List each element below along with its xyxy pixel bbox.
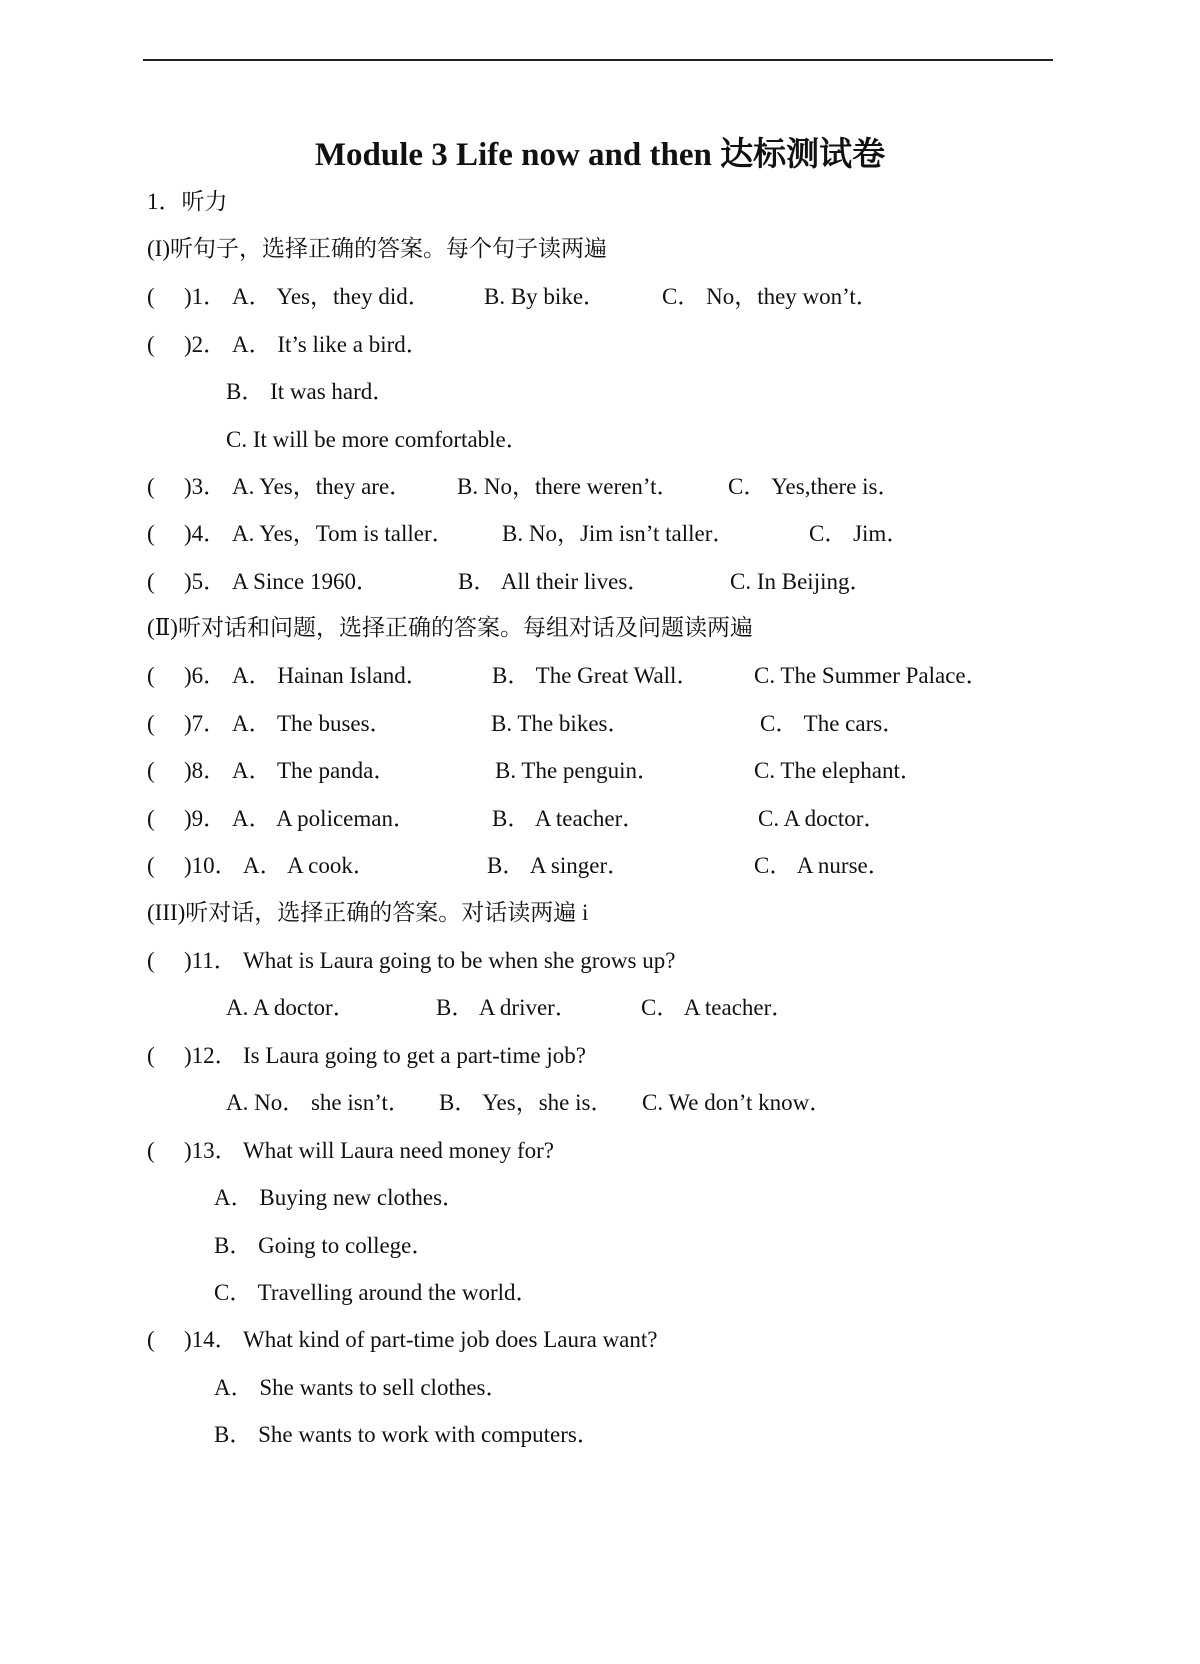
option-b: B. No，there weren’t． xyxy=(457,474,680,499)
option-a: A． Buying new clothes． xyxy=(214,1185,466,1210)
question-number: )2． xyxy=(184,332,227,357)
option-b: B. The bikes． xyxy=(491,711,631,736)
option-a: A． Yes，they did． xyxy=(232,284,431,309)
question-stem: What kind of part-time job does Laura want? xyxy=(243,1327,658,1352)
question-number: )9． xyxy=(184,806,227,831)
question-number: )1． xyxy=(184,284,227,309)
question-stem: Is Laura going to get a part-time job? xyxy=(243,1043,586,1068)
option-c: C． A teacher． xyxy=(641,995,795,1020)
option-a: A． It’s like a bird． xyxy=(232,332,429,357)
answer-blank-paren: ( xyxy=(147,948,155,973)
option-b: B． The Great Wall． xyxy=(492,663,700,688)
question-number: )7． xyxy=(184,711,227,736)
section-listening: 1．听力 xyxy=(147,189,228,214)
option-b: B． A driver． xyxy=(436,995,578,1020)
option-c: C. We don’t know． xyxy=(642,1090,833,1115)
option-b: B． She wants to work with computers． xyxy=(214,1422,600,1447)
option-a: A． A policeman． xyxy=(232,806,416,831)
question-stem: What is Laura going to be when she grows up? xyxy=(243,948,676,973)
option-c: C． Travelling around the world． xyxy=(214,1280,539,1305)
question-number: )11． xyxy=(184,948,237,973)
option-b: B. The penguin． xyxy=(495,758,661,783)
answer-blank-paren: ( xyxy=(147,711,155,736)
option-b: B． All their lives． xyxy=(458,569,651,594)
option-a: A Since 1960． xyxy=(232,569,379,594)
option-c: C． Yes,there is． xyxy=(728,474,901,499)
answer-blank-paren: ( xyxy=(147,284,155,309)
answer-blank-paren: ( xyxy=(147,1327,155,1352)
option-c: C. The Summer Palace． xyxy=(754,663,989,688)
option-c: C． A nurse． xyxy=(754,853,891,878)
option-c: C. In Beijing． xyxy=(730,569,873,594)
option-b: B． It was hard． xyxy=(226,379,396,404)
answer-blank-paren: ( xyxy=(147,806,155,831)
part2-header: (Ⅱ)听对话和问题，选择正确的答案。每组对话及问题读两遍 xyxy=(147,615,753,640)
question-number: )4． xyxy=(184,521,227,546)
option-a: A. A doctor． xyxy=(226,995,356,1020)
question-number: )12． xyxy=(184,1043,238,1068)
answer-blank-paren: ( xyxy=(147,758,155,783)
question-stem: What will Laura need money for? xyxy=(243,1138,555,1163)
option-a: A. Yes，Tom is taller． xyxy=(232,521,455,546)
question-number: )8． xyxy=(184,758,227,783)
page-title: Module 3 Life now and then 达标测试卷 xyxy=(314,137,886,173)
option-c: C. A doctor． xyxy=(758,806,887,831)
answer-blank-paren: ( xyxy=(147,474,155,499)
question-number: )13． xyxy=(184,1138,238,1163)
option-c: C． Jim． xyxy=(809,521,910,546)
option-c: C． No，they won’t． xyxy=(662,284,879,309)
answer-blank-paren: ( xyxy=(147,853,155,878)
option-a: A． The buses． xyxy=(232,711,393,736)
answer-blank-paren: ( xyxy=(147,332,155,357)
question-number: )5． xyxy=(184,569,227,594)
question-number: )3． xyxy=(184,474,227,499)
option-a: A． She wants to sell clothes． xyxy=(214,1375,509,1400)
part3-header: (III)听对话，选择正确的答案。对话读两遍 i xyxy=(147,900,589,925)
option-a: A． Hainan Island． xyxy=(232,663,429,688)
option-c: C． The cars． xyxy=(760,711,906,736)
answer-blank-paren: ( xyxy=(147,569,155,594)
option-b: B. By bike． xyxy=(484,284,607,309)
answer-blank-paren: ( xyxy=(147,521,155,546)
option-b: B． A teacher． xyxy=(492,806,646,831)
header-rule xyxy=(143,59,1053,61)
option-b: B. No，Jim isn’t taller． xyxy=(502,521,736,546)
option-c: C. The elephant． xyxy=(754,758,923,783)
option-c: C. It will be more comfortable． xyxy=(226,427,529,452)
answer-blank-paren: ( xyxy=(147,663,155,688)
question-number: )14． xyxy=(184,1327,238,1352)
option-b: B． A singer． xyxy=(487,853,631,878)
option-b: B． Going to college． xyxy=(214,1233,435,1258)
option-a: A． The panda． xyxy=(232,758,397,783)
option-a: A. No． she isn’t． xyxy=(226,1090,411,1115)
part1-header: (I)听句子，选择正确的答案。每个句子读两遍 xyxy=(147,236,607,261)
option-b: B． Yes，she is． xyxy=(439,1090,614,1115)
option-a: A. Yes，they are． xyxy=(232,474,413,499)
question-number: )10． xyxy=(184,853,238,878)
question-number: )6． xyxy=(184,663,227,688)
answer-blank-paren: ( xyxy=(147,1138,155,1163)
option-a: A． A cook． xyxy=(243,853,376,878)
answer-blank-paren: ( xyxy=(147,1043,155,1068)
